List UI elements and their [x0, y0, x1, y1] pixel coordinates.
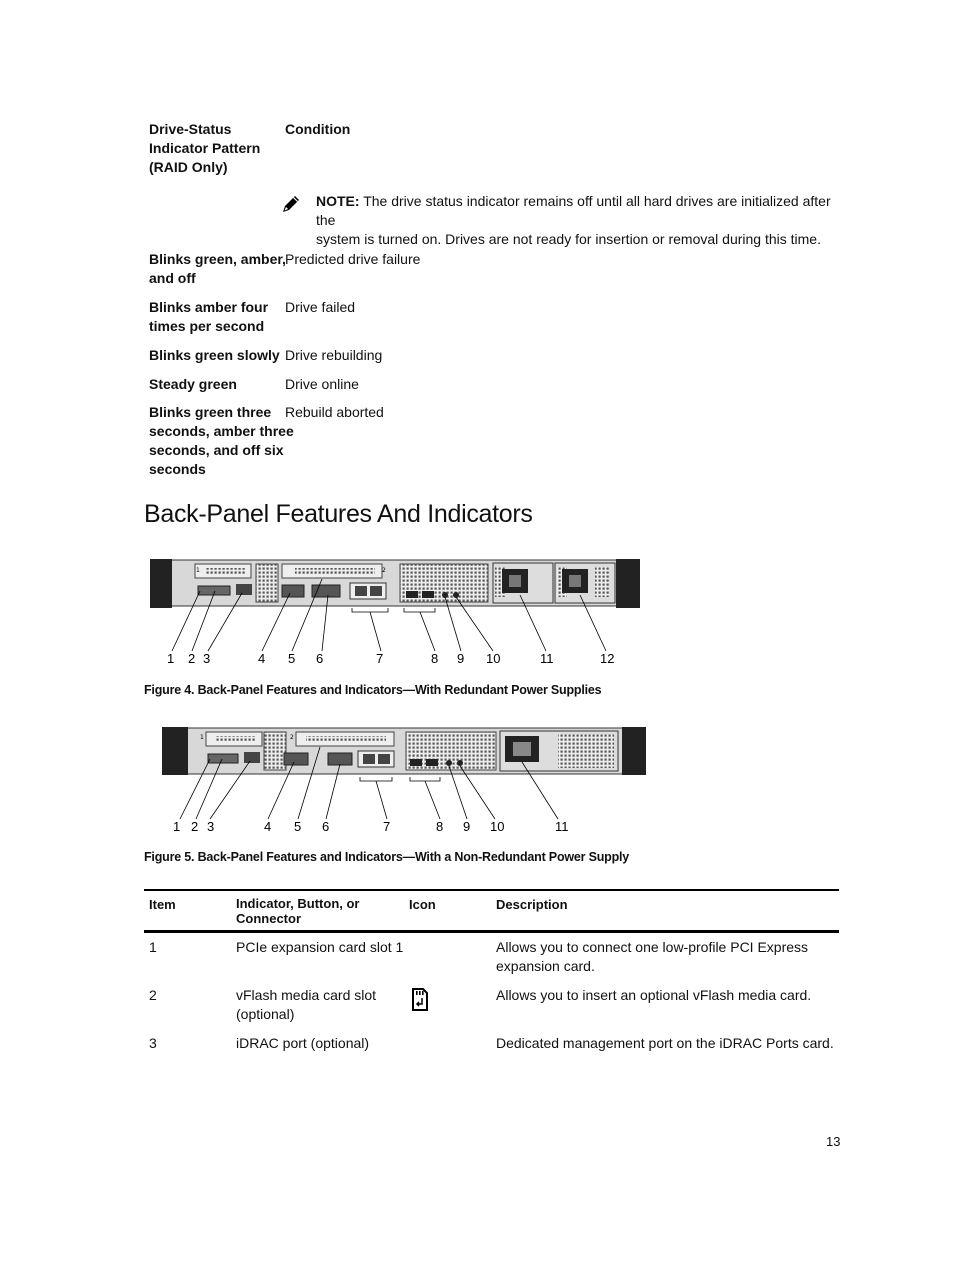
pattern-cell: Blinks green three seconds, amber three seconds, and off six seconds — [149, 404, 294, 477]
vflash-card-icon — [411, 988, 429, 1012]
figure-5-caption: Figure 5. Back-Panel Features and Indicators—With a Non-Redundant Power Supply — [144, 850, 630, 864]
slot-1-label: 1 — [196, 567, 200, 574]
header-indicator: Indicator, Button, or Connector — [236, 896, 360, 926]
callout-6: 6 — [322, 819, 330, 834]
callout-8: 8 — [436, 819, 444, 834]
callout-7: 7 — [376, 651, 384, 666]
table-header-rule — [144, 930, 839, 933]
item-description: Allows you to connect one low-profile PCI Express expansion card. — [496, 939, 809, 974]
callout-6: 6 — [316, 651, 324, 666]
figure-4-back-panel — [150, 555, 650, 670]
table-top-rule — [144, 889, 839, 891]
callout-2: 2 — [191, 819, 199, 834]
condition-cell: Predicted drive failure — [285, 251, 421, 267]
indicator-name: PCIe expansion card slot 1 — [236, 939, 404, 955]
item-number: 1 — [149, 939, 157, 955]
item-description: Dedicated management port on the iDRAC Ports card. — [496, 1035, 834, 1051]
page-number: 13 — [826, 1134, 841, 1149]
condition-cell: Drive rebuilding — [285, 347, 383, 363]
slot-2-label: 2 — [290, 734, 294, 741]
callout-4: 4 — [258, 651, 266, 666]
callout-11: 11 — [555, 819, 569, 834]
callout-11: 11 — [540, 651, 554, 666]
figure-5-back-panel — [160, 722, 650, 837]
condition-cell: Drive failed — [285, 299, 356, 315]
slot-2-label: 2 — [382, 567, 386, 574]
item-number: 2 — [149, 987, 157, 1003]
indicator-name: vFlash media card slot (optional) — [236, 987, 377, 1022]
note-text: NOTE: The drive status indicator remains off until all hard drives are initialized after the system is turned on. Drives are not ready for insertion or removal during this time. — [316, 193, 831, 247]
callout-12: 12 — [600, 651, 615, 666]
header-condition: Condition — [285, 121, 351, 137]
header-pattern: Drive-Status Indicator Pattern (RAID Only) — [149, 121, 261, 175]
callout-5: 5 — [288, 651, 296, 666]
callout-4: 4 — [264, 819, 272, 834]
callout-3: 3 — [207, 819, 215, 834]
header-description: Description — [496, 897, 568, 912]
callout-10: 10 — [490, 819, 505, 834]
callout-5: 5 — [294, 819, 302, 834]
callout-9: 9 — [463, 819, 471, 834]
back-panel-non-redundant-illustration — [160, 722, 650, 837]
item-number: 3 — [149, 1035, 157, 1051]
pattern-cell: Blinks green slowly — [149, 347, 280, 363]
indicator-name: iDRAC port (optional) — [236, 1035, 370, 1051]
callout-3: 3 — [203, 651, 211, 666]
back-panel-redundant-illustration — [150, 555, 650, 670]
condition-cell: Rebuild aborted — [285, 404, 384, 420]
header-item: Item — [149, 897, 176, 912]
callout-1: 1 — [173, 819, 181, 834]
pattern-cell: Blinks amber four times per second — [149, 299, 269, 334]
header-icon: Icon — [409, 897, 436, 912]
callout-9: 9 — [457, 651, 465, 666]
slot-1-label: 1 — [200, 734, 204, 741]
item-description: Allows you to insert an optional vFlash media card. — [496, 987, 812, 1003]
note-pencil-icon — [281, 194, 301, 214]
callout-10: 10 — [486, 651, 501, 666]
condition-cell: Drive online — [285, 376, 359, 392]
section-title: Back-Panel Features And Indicators — [144, 500, 533, 528]
figure-4-caption: Figure 4. Back-Panel Features and Indicators—With Redundant Power Supplies — [144, 683, 602, 697]
callout-8: 8 — [431, 651, 439, 666]
callout-2: 2 — [188, 651, 196, 666]
pattern-cell: Steady green — [149, 376, 237, 392]
callout-7: 7 — [383, 819, 391, 834]
callout-1: 1 — [167, 651, 175, 666]
pattern-cell: Blinks green, amber, and off — [149, 251, 286, 286]
